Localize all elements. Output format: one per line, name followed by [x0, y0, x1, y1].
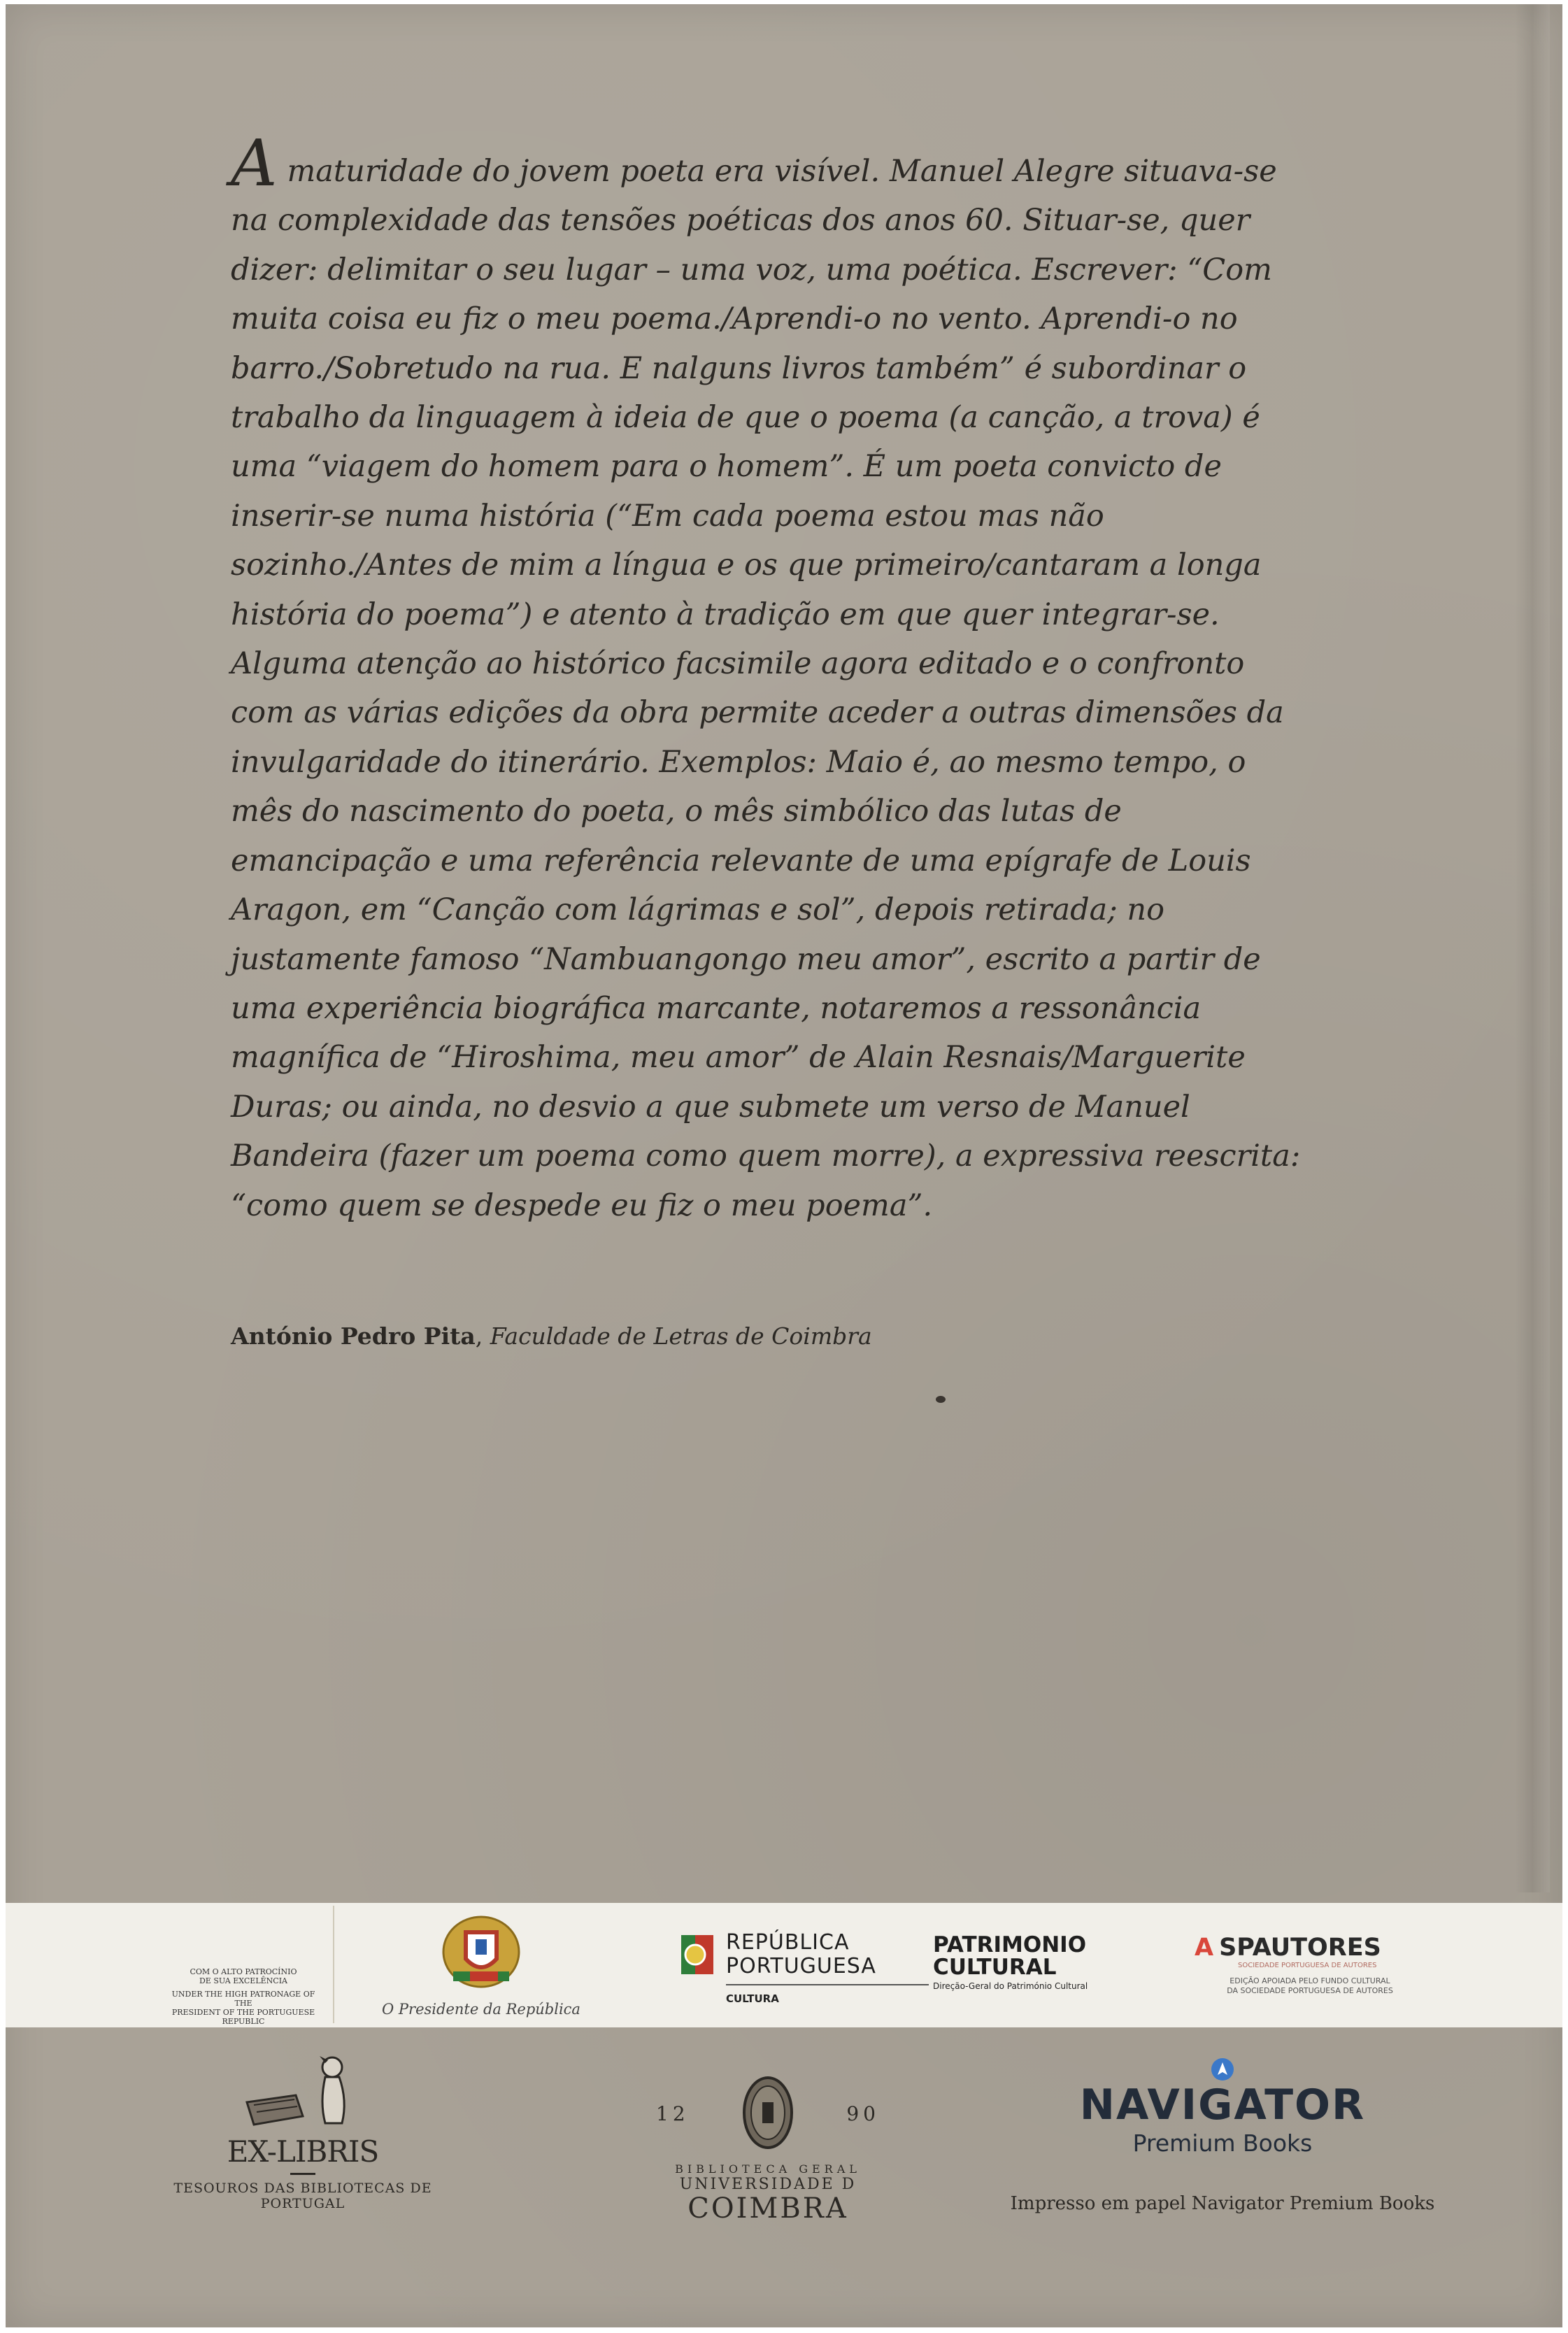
blurb-line: emancipação e uma referência relevante de uma epígrafe de Louis: [231, 843, 1251, 878]
blurb-line: Aragon, em “Canção com lágrimas e sol”, depois retirada; no: [231, 892, 1164, 928]
republica-rule: [726, 1984, 929, 1985]
drop-cap: A: [231, 126, 278, 201]
blurb-line: história do poema”) e atento à tradição em que quer integrar-se.: [231, 597, 1220, 632]
blurb-line: dizer: delimitar o seu lugar – uma voz, uma poética. Escrever: “Com: [231, 252, 1272, 287]
patrimonio-sub: Direção-Geral do Património Cultural: [933, 1981, 1088, 1991]
year-left: 12: [656, 2102, 690, 2125]
blurb-line: Bandeira (fazer um poema como quem morre), a expressiva reescrita:: [231, 1139, 1301, 1174]
coimbra-line2: UNIVERSIDADE D: [679, 2176, 857, 2193]
republica-emblem-icon: [677, 1931, 719, 1980]
spine-crease: [1515, 4, 1550, 1892]
blurb-line: barro./Sobretudo na rua. E nalguns livros também” é subordinar o: [231, 350, 1247, 386]
spautores-subtitle: SOCIEDADE PORTUGUESA DE AUTORES: [1238, 1962, 1377, 1969]
presidente-label: O Presidente da República: [382, 2001, 580, 2018]
exlibris-rule: [290, 2173, 315, 2175]
patrimonio-cultural-logo: [933, 1934, 1143, 1991]
year-right: 90: [846, 2102, 880, 2125]
author-affiliation: Faculdade de Letras de Coimbra: [490, 1322, 872, 1350]
seal-icon: [740, 2074, 796, 2151]
blurb-line: Duras; ou ainda, no desvio a que submete um verso de Manuel: [231, 1089, 1190, 1125]
band-divider: [333, 1906, 334, 2023]
patrimonio-line1: PATRIMONIO: [933, 1932, 1087, 1957]
navigator-logo: [999, 2057, 1446, 2214]
blurb-text: [231, 126, 1392, 1230]
author-name: António Pedro Pita: [231, 1322, 476, 1350]
blurb-line: Alguma atenção ao histórico facsimile agora editado e o confronto: [231, 646, 1245, 682]
navigator-premium: Premium Books: [1132, 2129, 1313, 2157]
blurb-line: justamente famoso “Nambuangongo meu amor”, escrito a partir de: [231, 941, 1261, 977]
blurb-line: “como quem se despede eu fiz o meu poema”.: [231, 1187, 933, 1223]
exlibris-brand: EX-LIBRIS: [227, 2134, 379, 2169]
coimbra-line1: BIBLIOTECA GERAL: [675, 2162, 861, 2176]
blurb-line: na complexidade das tensões poéticas dos anos 60. Situar-se, quer: [231, 203, 1250, 238]
republica-line1: REPÚBLICA: [726, 1930, 850, 1955]
blurb-line: uma “viagem do homem para o homem”. É um poeta convicto de: [231, 449, 1222, 485]
blurb-line: mês do nascimento do poeta, o mês simbólico das lutas de: [231, 794, 1122, 829]
blurb-line: com as várias edições da obra permite aceder a outras dimensões da: [231, 695, 1284, 731]
patronage-text: COM O ALTO PATROCÍNIO DE SUA EXCELÊNCIA UNDER THE HIGH PATRONAGE OF THE PRESIDENT OF THE PORTUGUESE REPUBLIC: [171, 1967, 315, 2026]
republica-line2: PORTUGUESA: [726, 1954, 876, 1978]
blurb-line: sozinho./Antes de mim a língua e os que primeiro/cantaram a longa: [231, 548, 1262, 583]
blurb-line: invulgaridade do itinerário. Exemplos: Maio é, ao mesmo tempo, o: [231, 744, 1246, 780]
blurb-line: Amaturidade do jovem poeta era visível. Manuel Alegre situava-se: [231, 126, 1277, 201]
blurb-line: inserir-se numa história (“Em cada poema estou mas não: [231, 498, 1104, 534]
attribution: António Pedro Pita, Faculdade de Letras de Coimbra: [231, 1322, 872, 1350]
navigator-mark-icon: [1210, 2057, 1235, 2082]
navigator-brand: NAVIGATOR: [1079, 2081, 1366, 2129]
spautores-name: SPAUTORES: [1219, 1934, 1381, 1962]
spautores-note: EDIÇÃO APOIADA PELO FUNDO CULTURAL DA SOCIEDADE PORTUGUESA DE AUTORES: [1227, 1976, 1393, 1995]
patrimonio-line2: CULTURAL: [933, 1955, 1057, 1980]
coimbra-line3: COIMBRA: [687, 2192, 848, 2225]
blurb-line: trabalho da linguagem à ideia de que o poema (a canção, a trova) é: [231, 400, 1260, 436]
blurb-line: uma experiência biográfica marcante, notaremos a ressonância: [231, 990, 1202, 1026]
blurb-line: muita coisa eu fiz o meu poema./Aprendi-o no vento. Aprendi-o no: [231, 301, 1238, 337]
sponsor-band: [6, 1903, 1562, 2027]
presidente-logo: [348, 1911, 614, 2023]
spautores-a-icon: A: [1195, 1934, 1214, 1962]
exlibris-tagline: TESOUROS DAS BIBLIOTECAS DE PORTUGAL: [173, 2181, 432, 2211]
printed-on-note: Impresso em papel Navigator Premium Books: [1010, 2193, 1435, 2214]
print-speck: [936, 1396, 946, 1403]
biblioteca-coimbra-logo: [635, 2074, 901, 2224]
blurb-line: magnífica de “Hiroshima, meu amor” de Alain Resnais/Marguerite: [231, 1040, 1246, 1076]
coat-of-arms-icon: [432, 1911, 530, 1995]
back-cover: [6, 4, 1562, 2327]
republica-sub: CULTURA: [726, 1992, 779, 2005]
exlibris-logo: [152, 2046, 453, 2211]
book-and-dog-icon: [233, 2046, 373, 2130]
spautores-logo: [1195, 1934, 1425, 1996]
